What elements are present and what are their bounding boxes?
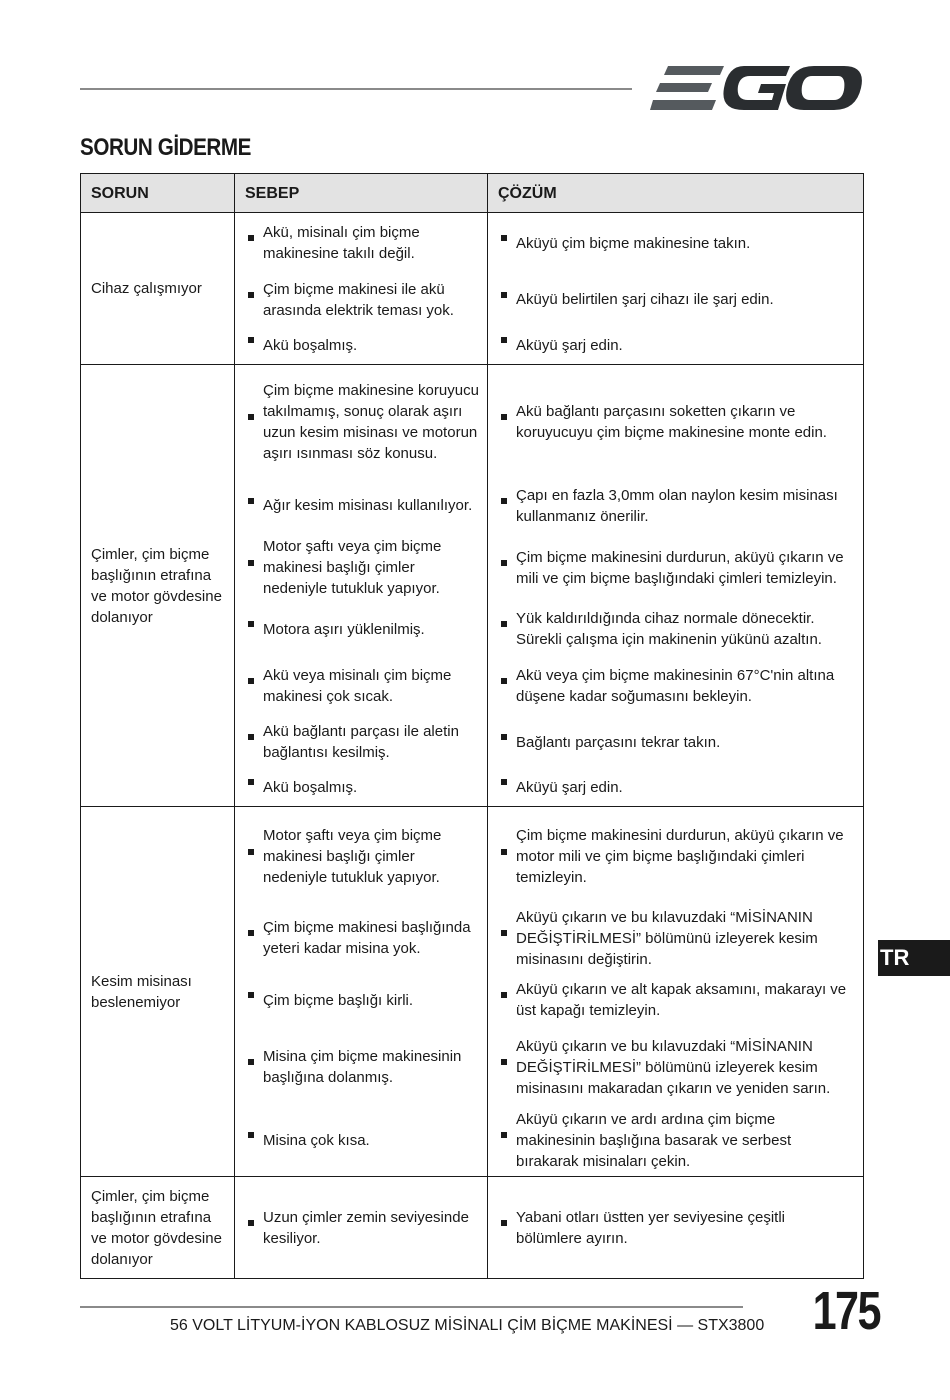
solution-cell [488,807,864,1177]
square-bullet-icon [501,337,507,343]
solution-list [498,215,855,362]
square-bullet-icon [501,414,507,420]
solution-list [498,367,855,804]
cause-list [245,367,479,804]
square-bullet-icon [501,235,507,241]
solution-text: Akü bağlantı parçasını soketten çıkarın ve koruyucuyu çim biçme makinesine monte edin. [516,403,827,441]
list-item [245,534,479,601]
square-bullet-icon [248,992,254,998]
problem-text: Çimler, çim biçme başlığının etrafına ve motor gövdesine dolanıyor [91,545,222,626]
list-item [498,657,855,714]
solution-text: Bağlantı parçasını tekrar takın. [516,733,721,751]
square-bullet-icon [501,992,507,998]
cause-text: Motor şaftı veya çim biçme makinesi başlığı çimler nedeniyle tutukluk yapıyor. [263,538,442,597]
square-bullet-icon [501,498,507,504]
list-item [245,1028,479,1106]
solution-list [498,1179,855,1276]
table-row [81,213,864,365]
cause-cell [235,365,488,807]
square-bullet-icon [501,734,507,740]
square-bullet-icon [248,1059,254,1065]
square-bullet-icon [501,1132,507,1138]
list-item [245,477,479,534]
page-title: SORUN GİDERME [80,134,252,161]
cause-text: Misina çok kısa. [263,1131,370,1149]
cause-cell [235,213,488,365]
square-bullet-icon [501,678,507,684]
cause-text: Akü veya misinalı çim biçme makinesi çok sıcak. [263,666,452,705]
troubleshooting-table [80,173,864,1279]
header-cause: SEBEP [235,174,488,213]
square-bullet-icon [501,930,507,936]
square-bullet-icon [501,1220,507,1226]
list-item [498,1028,855,1106]
list-item [245,809,479,904]
solution-list [498,809,855,1174]
cause-list [245,1179,479,1276]
list-item [498,809,855,904]
solution-text: Çim biçme makinesini durdurun, aküyü çıkarın ve mili ve çim biçme başlığındaki çimleri temizleyin. [516,548,844,587]
square-bullet-icon [248,292,254,298]
list-item [498,534,855,601]
problem-cell [81,1177,235,1279]
cause-text: Çim biçme makinesine koruyucu takılmamış, sonuç olarak aşırı uzun kesim misinası ve motorun aşırı ısınması söz konusu. [263,382,479,462]
solution-text: Aküyü çıkarın ve ardı ardına çim biçme makinesinin başlığına basarak ve serbest bırakarak misinaları çekin. [516,1110,792,1170]
list-item [498,1106,855,1174]
square-bullet-icon [248,1132,254,1138]
cause-text: Çim biçme makinesi başlığında yeteri kadar misina yok. [263,919,471,957]
language-tab: TR [878,940,950,976]
list-item [498,328,855,362]
solution-text: Aküyü şarj edin. [516,778,623,796]
cause-text: Ağır kesim misinası kullanılıyor. [263,497,473,514]
problem-cell [81,807,235,1177]
square-bullet-icon [248,734,254,740]
list-item [498,477,855,534]
list-item [498,904,855,972]
square-bullet-icon [501,849,507,855]
solution-text: Yabani otları üstten yer seviyesine çeşitli bölümlere ayırın. [516,1208,786,1247]
cause-text: Çim biçme başlığı kirli. [263,991,414,1009]
solution-text: Çim biçme makinesini durdurun, aküyü çıkarın ve motor mili ve çim biçme başlığındaki çimleri temizleyin. [516,827,844,886]
cause-list [245,215,479,362]
solution-text: Yük kaldırıldığında cihaz normale dönecektir. Sürekli çalışma için makinenin yükünü azaltın. [516,610,822,648]
square-bullet-icon [248,414,254,420]
header-rule [80,88,632,90]
solution-text: Aküyü çim biçme makinesine takın. [516,234,751,252]
solution-cell [488,1177,864,1279]
cause-cell [235,1177,488,1279]
list-item [498,714,855,770]
list-item [245,1179,479,1276]
square-bullet-icon [248,337,254,343]
solution-cell [488,213,864,365]
page-number: 175 [812,1281,880,1341]
cause-text: Akü boşalmış. [263,336,358,354]
square-bullet-icon [248,849,254,855]
square-bullet-icon [248,678,254,684]
square-bullet-icon [248,779,254,785]
solution-text: Aküyü belirtilen şarj cihazı ile şarj edin. [516,291,774,308]
list-item [245,1106,479,1174]
problem-cell [81,213,235,365]
footer-rule [80,1306,743,1308]
solution-text: Aküyü şarj edin. [516,336,623,354]
square-bullet-icon [501,779,507,785]
header-problem: SORUN [81,174,235,213]
list-item [498,972,855,1028]
solution-text: Akü veya çim biçme makinesinin 67°C'nin altına düşene kadar soğumasını bekleyin. [516,666,835,705]
list-item [245,904,479,972]
square-bullet-icon [248,621,254,627]
table-row [81,807,864,1177]
cause-text: Akü boşalmış. [263,778,358,796]
cause-text: Akü, misinalı çim biçme makinesine takılı değil. [263,224,420,262]
square-bullet-icon [248,498,254,504]
list-item [245,601,479,657]
square-bullet-icon [501,1059,507,1065]
list-item [498,215,855,271]
list-item [498,1179,855,1276]
list-item [245,770,479,804]
list-item [245,271,479,328]
square-bullet-icon [248,560,254,566]
list-item [498,367,855,477]
square-bullet-icon [501,560,507,566]
list-item [245,657,479,714]
table-header-row [81,174,864,213]
problem-text: Çimler, çim biçme başlığının etrafına ve motor gövdesine dolanıyor [91,1187,222,1268]
problem-text: Kesim misinası beslenemiyor [91,972,192,1011]
cause-text: Misina çim biçme makinesinin başlığına dolanmış. [263,1048,462,1086]
cause-text: Motora aşırı yüklenilmiş. [263,620,425,638]
solution-text: Aküyü çıkarın ve alt kapak aksamını, makarayı ve üst kapağı temizleyin. [516,981,847,1019]
square-bullet-icon [248,1220,254,1226]
problem-cell [81,365,235,807]
cause-text: Motor şaftı veya çim biçme makinesi başlığı çimler nedeniyle tutukluk yapıyor. [263,827,442,886]
list-item [498,271,855,328]
list-item [245,714,479,770]
list-item [245,972,479,1028]
cause-text: Uzun çimler zemin seviyesinde kesiliyor. [263,1208,469,1247]
cause-text: Akü bağlantı parçası ile aletin bağlantısı kesilmiş. [263,723,459,761]
list-item [245,328,479,362]
list-item [498,770,855,804]
cause-cell [235,807,488,1177]
square-bullet-icon [501,621,507,627]
list-item [245,367,479,477]
solution-text: Aküyü çıkarın ve bu kılavuzdaki “MİSİNANIN DEĞİŞTİRİLMESİ” bölümünü izleyerek kesim misinasını makaradan çıkarın ve yeniden sarın. [516,1037,831,1097]
cause-list [245,809,479,1174]
problem-text: Cihaz çalışmıyor [91,280,202,297]
cause-text: Çim biçme makinesi ile akü arasında elektrik teması yok. [263,280,454,319]
footer-text: 56 VOLT LİTYUM-İYON KABLOSUZ MİSİNALI ÇİM BİÇME MAKİNESİ — STX3800 [170,1317,765,1334]
solution-text: Çapı en fazla 3,0mm olan naylon kesim misinası kullanmanız önerilir. [516,486,838,525]
solution-text: Aküyü çıkarın ve bu kılavuzdaki “MİSİNANIN DEĞİŞTİRİLMESİ” bölümünü izleyerek kesim misinasını değiştirin. [516,908,818,968]
ego-logo [650,62,862,114]
list-item [245,215,479,271]
table-row [81,365,864,807]
square-bullet-icon [248,930,254,936]
table-row [81,1177,864,1279]
square-bullet-icon [501,292,507,298]
solution-cell [488,365,864,807]
list-item [498,601,855,657]
header-solution: ÇÖZÜM [488,174,864,213]
square-bullet-icon [248,235,254,241]
